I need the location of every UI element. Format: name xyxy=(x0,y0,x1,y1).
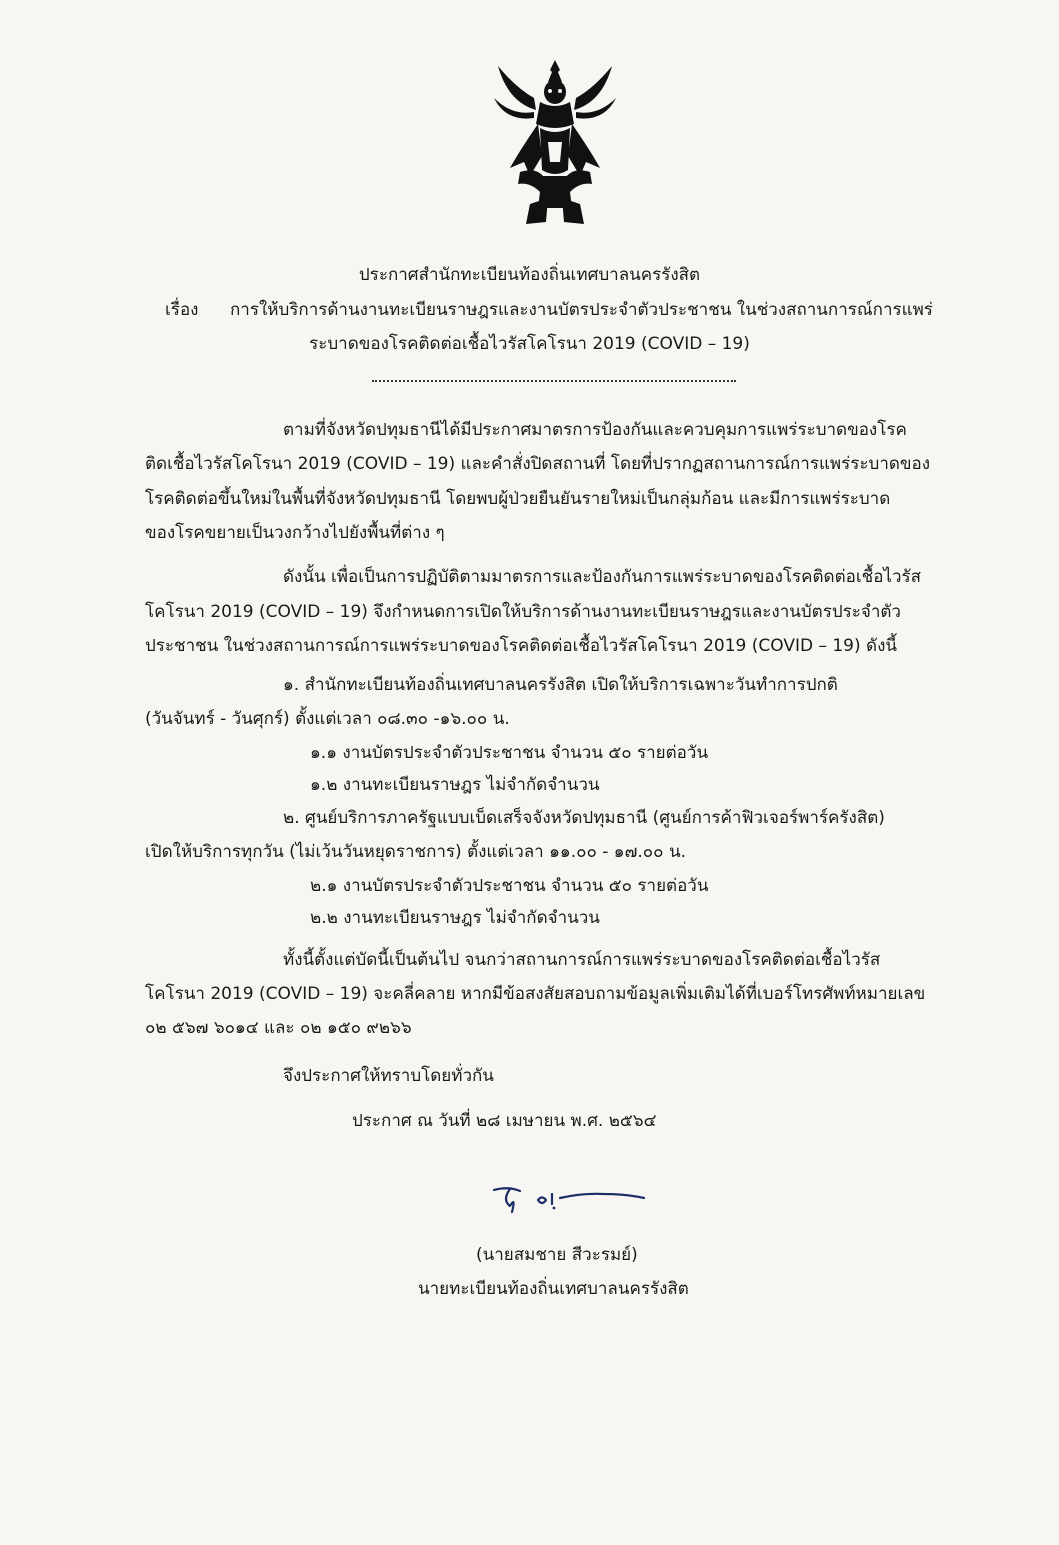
paragraph-3-line-2: โคโรนา 2019 (COVID – 19) จะคลี่คลาย หากมีข้อสงสัยสอบถามข้อมูลเพิ่มเติมได้ที่เบอร์โทรศัพท์หมายเลข xyxy=(145,984,926,1004)
paragraph-2-line-3: ประชาชน ในช่วงสถานการณ์การแพร่ระบาดของโรคติดต่อเชื้อไวรัสโคโรนา 2019 (COVID – 19) ดังนี้ xyxy=(145,636,898,656)
item-2-line-2: เปิดให้บริการทุกวัน (ไม่เว้นวันหยุดราชการ) ตั้งแต่เวลา ๑๑.๐๐ - ๑๗.๐๐ น. xyxy=(145,842,686,862)
signatory-position: นายทะเบียนท้องถิ่นเทศบาลนครรังสิต xyxy=(418,1279,689,1299)
signatory-name: (นายสมชาย สีวะรมย์) xyxy=(476,1245,638,1265)
paragraph-3-line-3: ๐๒ ๕๖๗ ๖๐๑๔ และ ๐๒ ๑๕๐ ๙๒๖๖ xyxy=(145,1018,412,1038)
subject-label: เรื่อง xyxy=(165,300,199,320)
item-1-line-1: ๑. สำนักทะเบียนท้องถิ่นเทศบาลนครรังสิต เปิดให้บริการเฉพาะวันทำการปกติ xyxy=(283,675,838,695)
paragraph-2-line-2: โคโรนา 2019 (COVID – 19) จึงกำหนดการเปิดให้บริการด้านงานทะเบียนราษฎรและงานบัตรประจำตัว xyxy=(145,602,901,622)
paragraph-1-line-1: ตามที่จังหวัดปทุมธานีได้มีประกาศมาตรการป้องกันและควบคุมการแพร่ระบาดของโรค xyxy=(283,420,907,440)
dotted-separator xyxy=(372,380,736,382)
paragraph-2-line-1: ดังนั้น เพื่อเป็นการปฏิบัติตามมาตรการและป้องกันการแพร่ระบาดของโรคติดต่อเชื้อไวรัส xyxy=(283,567,922,587)
paragraph-3-line-1: ทั้งนี้ตั้งแต่บัดนี้เป็นต้นไป จนกว่าสถานการณ์การแพร่ระบาดของโรคติดต่อเชื้อไวรัส xyxy=(283,950,881,970)
paragraph-1-line-3: โรคติดต่อขึ้นใหม่ในพื้นที่จังหวัดปทุมธานี โดยพบผู้ป่วยยืนยันรายใหม่เป็นกลุ่มก้อน และมีการแพร่ระบาด xyxy=(145,489,891,509)
subject-line-1: การให้บริการด้านงานทะเบียนราษฎรและงานบัตรประจำตัวประชาชน ในช่วงสถานการณ์การแพร่ xyxy=(230,300,933,320)
item-1-line-2: (วันจันทร์ - วันศุกร์) ตั้งแต่เวลา ๐๘.๓๐ -๑๖.๐๐ น. xyxy=(145,709,510,729)
subject-line-2: ระบาดของโรคติดต่อเชื้อไวรัสโคโรนา 2019 (COVID – 19) xyxy=(309,334,750,354)
announcement-title: ประกาศสำนักทะเบียนท้องถิ่นเทศบาลนครรังสิต xyxy=(358,265,701,285)
item-2-line-1: ๒. ศูนย์บริการภาครัฐแบบเบ็ดเสร็จจังหวัดปทุมธานี (ศูนย์การค้าฟิวเจอร์พาร์ครังสิต) xyxy=(283,808,885,828)
closing-text: จึงประกาศให้ทราบโดยทั่วกัน xyxy=(283,1066,494,1086)
handwritten-signature-icon xyxy=(490,1182,650,1218)
announcement-date: ประกาศ ณ วันที่ ๒๘ เมษายน พ.ศ. ๒๕๖๔ xyxy=(352,1111,657,1131)
item-1-1: ๑.๑ งานบัตรประจำตัวประชาชน จำนวน ๕๐ รายต่อวัน xyxy=(310,743,709,763)
item-2-1: ๒.๑ งานบัตรประจำตัวประชาชน จำนวน ๕๐ รายต่อวัน xyxy=(310,876,709,896)
garuda-emblem-icon xyxy=(490,58,620,226)
paragraph-1-line-4: ของโรคขยายเป็นวงกว้างไปยังพื้นที่ต่าง ๆ xyxy=(145,523,445,543)
paragraph-1-line-2: ติดเชื้อไวรัสโคโรนา 2019 (COVID – 19) และคำสั่งปิดสถานที่ โดยที่ปรากฏสถานการณ์การแพร่ระบาดของ xyxy=(145,454,931,474)
item-1-2: ๑.๒ งานทะเบียนราษฎร ไม่จำกัดจำนวน xyxy=(310,775,600,795)
item-2-2: ๒.๒ งานทะเบียนราษฎร ไม่จำกัดจำนวน xyxy=(310,908,600,928)
